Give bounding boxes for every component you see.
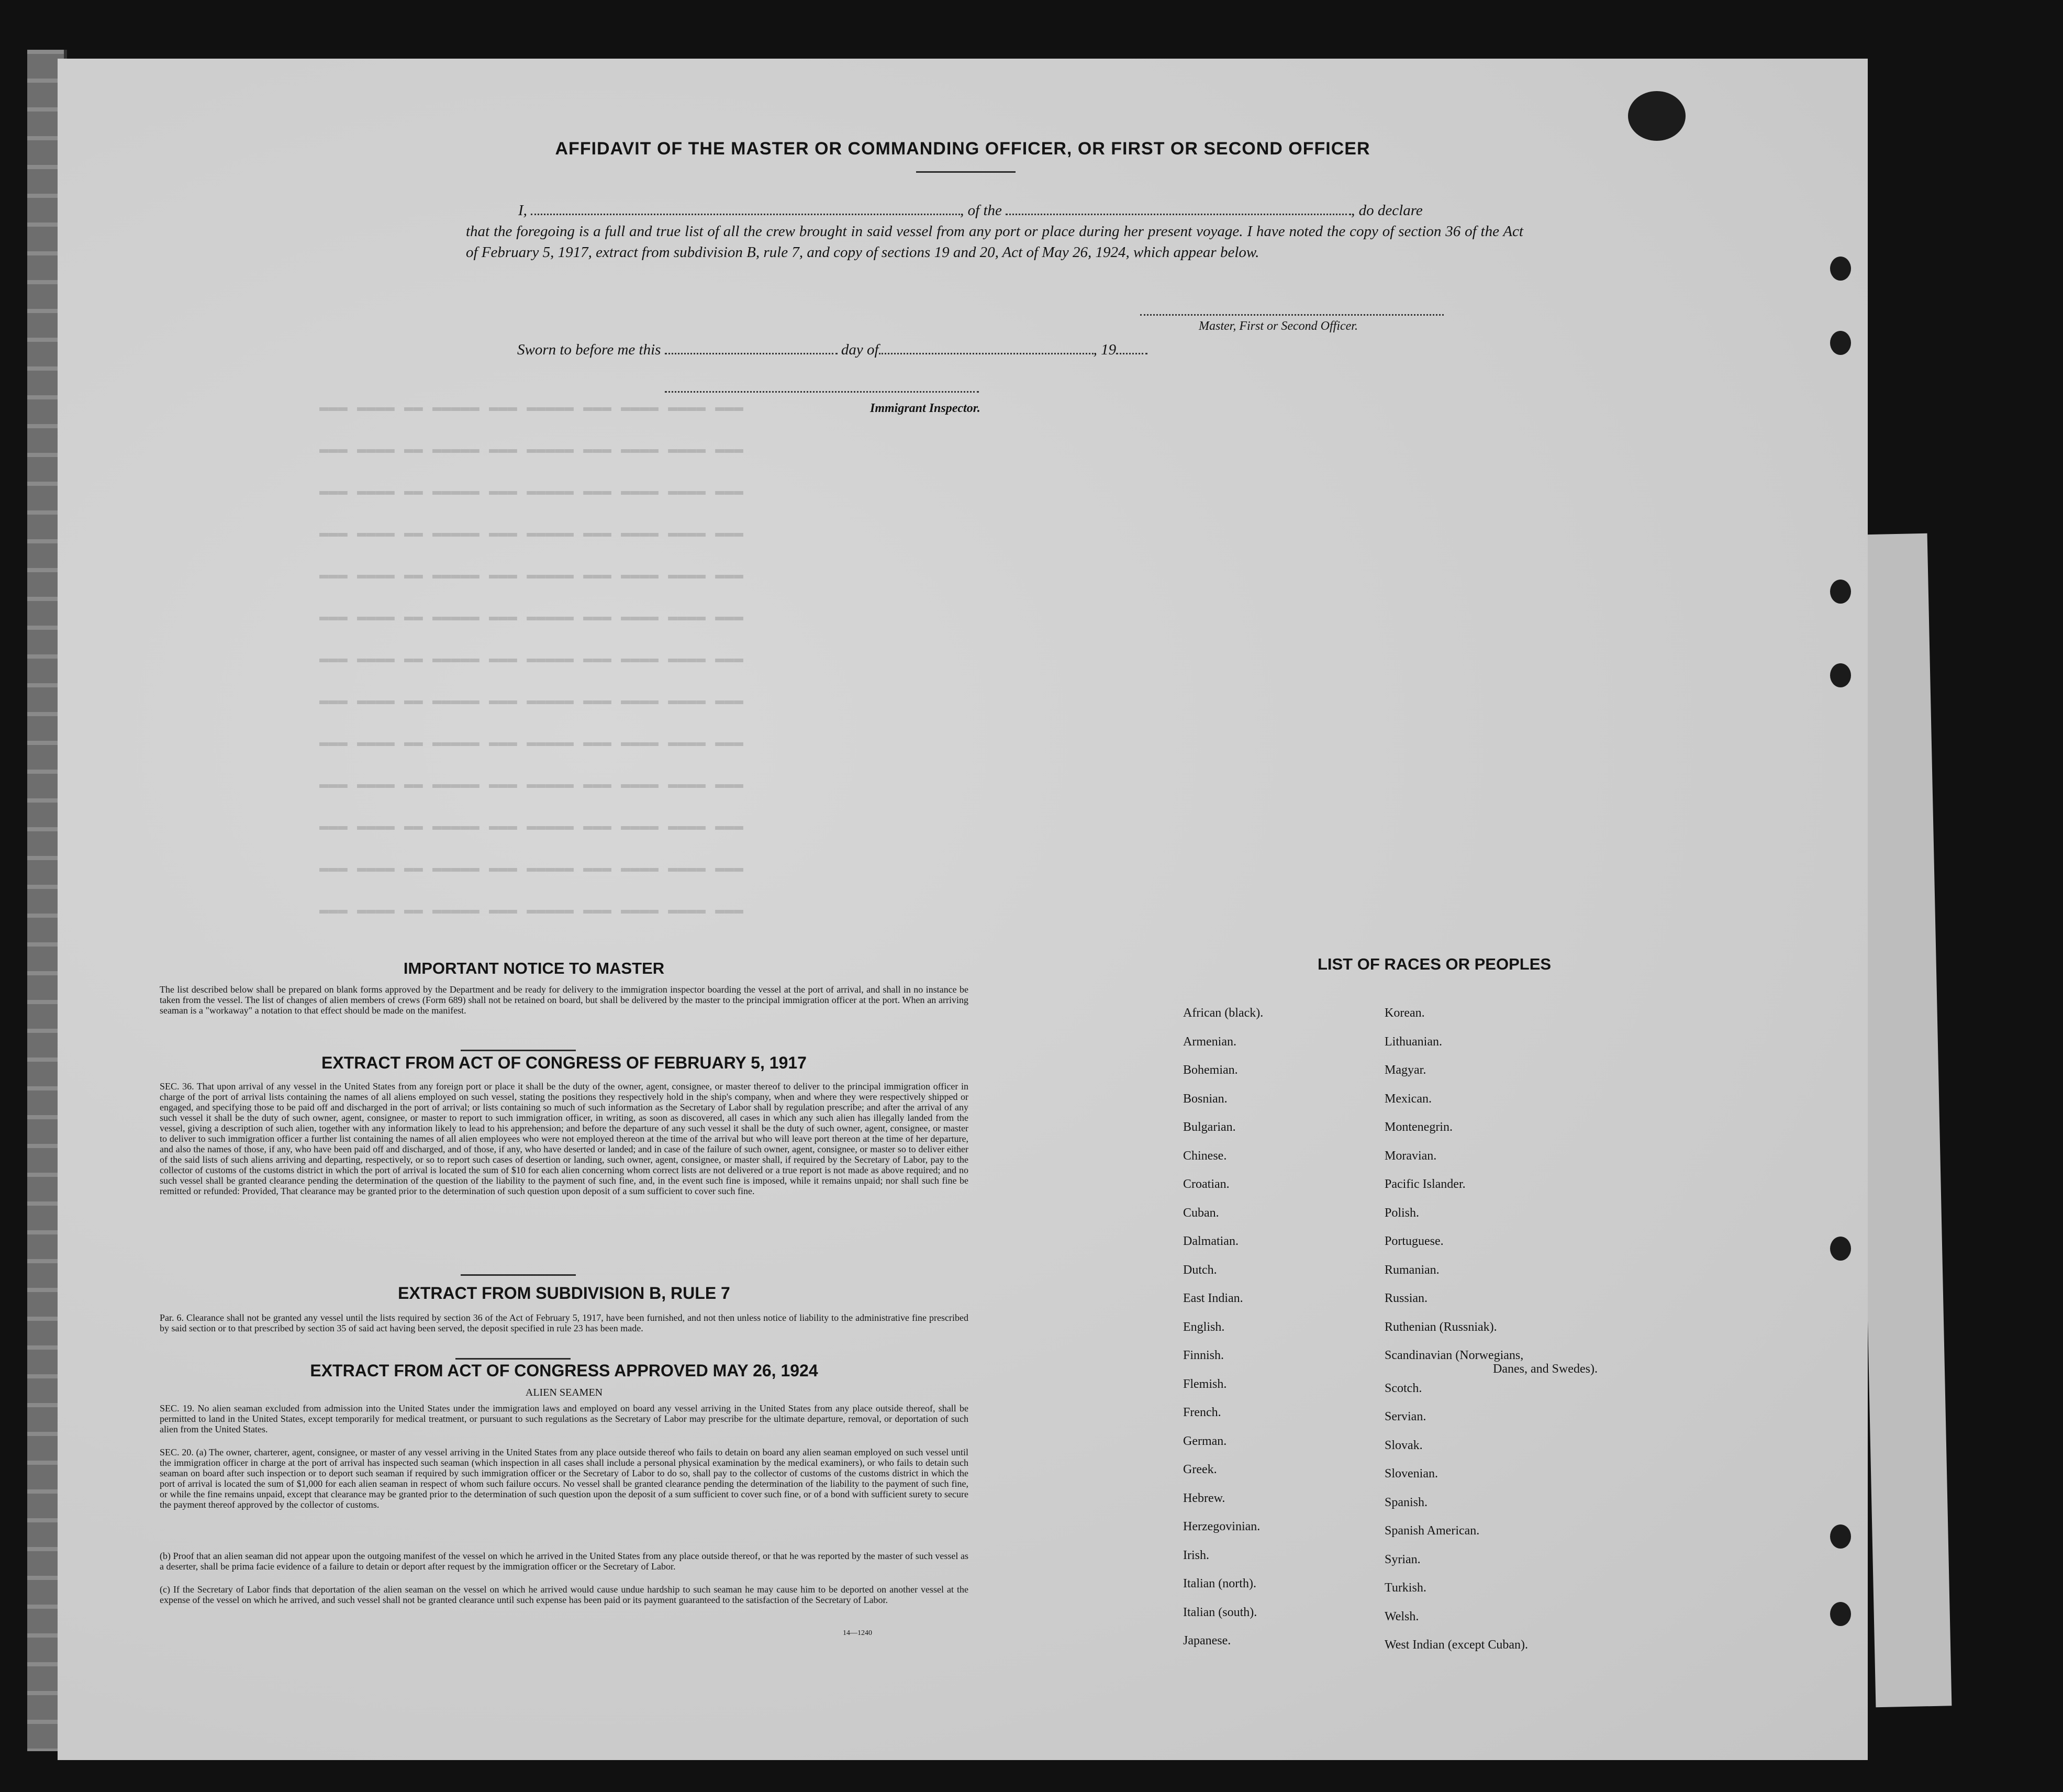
race-item: Magyar.	[1385, 1063, 1426, 1077]
race-item: Portuguese.	[1385, 1234, 1444, 1248]
vessel-name-field[interactable]	[1006, 202, 1351, 215]
divider	[461, 1274, 576, 1276]
sworn-day-field[interactable]	[665, 341, 838, 354]
race-item: Greek.	[1183, 1463, 1217, 1476]
race-item: Chinese.	[1183, 1149, 1227, 1163]
race-item: Irish.	[1183, 1548, 1209, 1562]
sworn-day-label: day of	[841, 341, 879, 358]
sworn-line	[517, 341, 1147, 359]
declarant-name-field[interactable]	[531, 202, 960, 215]
race-item: African (black).	[1183, 1006, 1264, 1020]
race-item: Russian.	[1385, 1292, 1428, 1305]
race-item: East Indian.	[1183, 1292, 1243, 1305]
divider	[916, 171, 1016, 173]
race-item: Scandinavian (Norwegians,	[1385, 1349, 1524, 1362]
race-item: Dutch.	[1183, 1263, 1217, 1277]
inspector-label: Immigrant Inspector.	[870, 402, 980, 415]
race-item: Hebrew.	[1183, 1491, 1225, 1505]
punch-hole-icon	[1830, 580, 1851, 604]
vessel-prefix: , of the	[960, 202, 1002, 219]
race-item: German.	[1183, 1434, 1227, 1448]
race-item: French.	[1183, 1406, 1221, 1419]
manifest-sheet: ▬▬▬ ▬▬▬▬ ▬▬ ▬▬▬▬▬ ▬▬▬ ▬▬▬▬▬ ▬▬▬ ▬▬▬▬ ▬▬▬▬ ▬▬▬ ▬▬▬ ▬▬▬▬ ▬▬ ▬▬▬▬▬ ▬▬▬ ▬▬▬▬▬ ▬▬▬ ▬▬▬▬ ▬▬▬▬ ▬▬▬ ▬▬▬ ▬▬▬▬ ▬▬ ▬▬▬▬▬ ▬▬▬ ▬▬▬▬▬ ▬▬▬ ▬▬▬▬ ▬▬▬▬ ▬▬▬ ▬▬▬ ▬▬▬▬ ▬▬ ▬▬▬▬▬ ▬▬▬ ▬▬▬▬▬ ▬▬▬ ▬▬▬▬ ▬▬▬▬ ▬▬▬ ▬▬▬ ▬▬▬▬ ▬▬ ▬▬▬▬▬ ▬▬▬ ▬▬▬▬▬ ▬▬▬ ▬▬▬▬ ▬▬▬▬ ▬▬▬ ▬▬▬ ▬▬▬▬ ▬▬ ▬▬▬▬▬ ▬▬▬ ▬▬▬▬▬ ▬▬▬ ▬▬▬▬ ▬▬▬▬ ▬▬▬ ▬▬▬ ▬▬▬▬ ▬▬ ▬▬▬▬▬ ▬▬▬ ▬▬▬▬▬ ▬▬▬ ▬▬▬▬ ▬▬▬▬ ▬▬▬ ▬▬▬ ▬▬▬▬ ▬▬ ▬▬▬▬▬ ▬▬▬ ▬▬▬▬▬ ▬▬▬ ▬▬▬▬ ▬▬▬▬ ▬▬▬ ▬▬▬ ▬▬▬▬ ▬▬ ▬▬▬▬▬ ▬▬▬ ▬▬▬▬▬ ▬▬▬ ▬▬▬▬ ▬▬▬▬ ▬▬▬ ▬▬▬ ▬▬▬▬ ▬▬ ▬▬▬▬▬ ▬▬▬ ▬▬▬▬▬ ▬▬▬ ▬▬▬▬ ▬▬▬▬ ▬▬▬ ▬▬▬ ▬▬▬▬ ▬▬ ▬▬▬▬▬ ▬▬▬ ▬▬▬▬▬ ▬▬▬ ▬▬▬▬ ▬▬▬▬ ▬▬▬ ▬▬▬ ▬▬▬▬ ▬▬ ▬▬▬▬▬ ▬▬▬ ▬▬▬▬▬ ▬▬▬ ▬▬▬▬ ▬▬▬▬ ▬▬▬ ▬▬▬ ▬▬▬▬ ▬▬ ▬▬▬▬▬ ▬▬▬ ▬▬▬▬▬ ▬▬▬ ▬▬▬▬ ▬▬▬▬ ▬▬▬ AFFIDAVIT OF THE MASTER OR COMMANDING OFFICER, OR FIRST OR SECOND OFFICER I, , of the , do declare that the foregoing is a full and true list of all the crew brought in said vessel from any port or place during her present voyage. I have noted the copy of section 36 of the Act of February 5, 1917, extract from subdivision B, rule 7, and copy of sections 19 and 20, Act of May 26, 1924, which appear below. Master, First or Second Officer. Sworn to before me this day of , 19 Immigrant Inspector. IMPORTANT NOTICE TO MASTER The list described below shall be prepared on blank forms approved by the Department and be ready for delivery to the immigration inspector boarding the vessel at the port of arrival, and shall in no instance be taken from the vessel. The list of changes of alien members of crews (Form 689) shall not be retained on board, but shall be delivered by the master to the principal immigration officer at the port. When an arriving seaman is a "workaway" a notation to that effect should be made on the manifest. EXTRACT FROM ACT OF CONGRESS OF FEBRUARY 5, 1917 SEC. 36. That upon arrival of any vessel in the United States from any foreign port or place it shall be the duty of the owner, agent, consignee, or master thereof to deliver to the principal immigration officer in charge of the port of arrival lists containing the names of all aliens employed on such vessel, stating the positions they respectively hold in the ship's company, when and where they were respectively shipped or engaged, and specifying those to be paid off and discharged in the port of arrival; or lists containing so much of such information as the Secretary of Labor shall by regulation prescribe; and after the arrival of any such vessel it shall be the duty of such owner, agent, consignee, or master to report to such immigration officer, in writing, as soon as discovered, all cases in which any such alien has illegally landed from the vessel, giving a description of such alien, together with any information likely to lead to his apprehension; and before the departure of any such vessel it shall be the duty of such owner, agent, consignee, or master to deliver to such immigration officer a further list containing the names of all alien employees who were not employed thereon at the time of the arrival but who will leave port thereon at the time of her departure, and also the names of those, if any, who have been paid off and discharged, and of those, if any, who have deserted or landed; and in case of the failure of such owner, agent, consignee, or master so to deliver either of the said lists of such aliens arriving and departing, respectively, or so to report such cases of desertion or landing, such owner, agent, consignee, or master shall, if required by the Secretary of Labor, pay to the collector of customs of the customs district in which the port of arrival is located the sum of $10 for each alien concerning whom correct lists are not delivered or a true report is not made as above required; and no such vessel shall be granted clearance pending the determination of the question of the liability to the payment of such fine, and, in the event such fine is imposed, while it remains unpaid; nor shall such fine be remitted or refunded: Provided, That clearance may be granted prior to the determination of such question upon deposit of a sum sufficient to cover such fine. EXTRACT FROM SUBDIVISION B, RULE 7 Par. 6. Clearance shall not be granted any vessel until the lists required by section 36 of the Act of February 5, 1917, have been furnished, and not then unless notice of liability to the administrative fine prescribed by said section or to that prescribed by section 35 of said act having been served, the deposit specified in rule 23 has been made. EXTRACT FROM ACT OF CONGRESS APPROVED MAY 26, 1924 ALIEN SEAMEN SEC. 19. No alien seaman excluded from admission into the United States under the immigration laws and employed on board any vessel arriving in the United States from any place outside thereof, shall be permitted to land in the United States, except temporarily for medical treatment, or pursuant to such regulations as the Secretary of Labor may prescribe for the ultimate departure, removal, or deportation of such alien from the United States. SEC. 20. (a) The owner, charterer, agent, consignee, or master of any vessel arriving in the United States from any place outside thereof who fails to detain on board any alien seaman employed on such vessel until the immigration officer in charge at the port of arrival has inspected such seaman (which inspection in all cases shall include a personal physical examination by the medical examiners), or who fails to detain such seaman on board after such inspection or to deport such seaman if required by such immigration officer or the Secretary of Labor to do so, shall pay to the collector of customs of the customs district in which the port of arrival is located the sum of $1,000 for each alien seaman in respect of whom such failure occurs. No vessel shall be granted clearance pending the determination of the liability to the payment of such fine, or while the fine remains unpaid, except that clearance may be granted prior to the determination of such question upon the deposit of a sum sufficient to cover such fine, or of a bond with sufficient surety to secure the payment thereof approved by the collector of customs. (b) Proof that an alien seaman did not appear upon the outgoing manifest of the vessel on which he arrived in the United States from any place outside thereof, or that he was reported by the master of such vessel as a deserter, shall be prima facie evidence of a failure to detain or deport after request by the immigration officer or the Secretary of Labor. (c) If the Secretary of Labor finds that deportation of the alien seaman on the vessel on which he arrived would cause undue hardship to such seaman he may cause him to be deported on another vessel at the expense of the vessel on which he arrived, and such vessel shall not be granted clearance until such expense has been paid or its payment guaranteed to the satisfaction of the Secretary of Labor. 14—1240 LIST OF RACES OR PEOPLES African (black). Armenian. Bohemian. Bosnian. Bulgarian. Chinese. Croatian. Cuban. Dalmatian. Dutch. East Indian. English. Finnish. Flemish. French. German. Greek. Hebrew. Herzegovinian. Irish. Italian (north). Italian (south). Japanese. Korean. Lithuanian. Magyar. Mexican. Montenegrin. Moravian. Pacific Islander. Polish. Portuguese. Rumanian. Russian. Ruthenian (Russniak). Scandinavian (Norwegians, Scotch. Servian. Slovak. Slovenian. Spanish. Spanish American. Syrian. Turkish. Welsh. West Indian (except Cuban). Danes, and Swedes).	[58, 59, 1868, 1760]
master-label: Master, First or Second Officer.	[1199, 319, 1358, 333]
race-item: Welsh.	[1385, 1609, 1419, 1623]
race-item: Spanish American.	[1385, 1524, 1480, 1538]
punch-hole-icon	[1830, 1524, 1851, 1549]
race-item: Slovenian.	[1385, 1467, 1438, 1481]
sec20c-text: (c) If the Secretary of Labor finds that deportation of the alien seaman on the vessel on which he arrived would cause undue hardship to such seaman he may cause him to be deported on another vessel at the expense of the vessel on which he arrived, and such vessel shall not be granted clearance until such expense has been paid or its payment guaranteed to the satisfaction of the Secretary of Labor.	[160, 1584, 968, 1605]
sworn-year-field[interactable]	[1116, 341, 1147, 354]
punch-hole-icon	[1830, 663, 1851, 687]
race-item: Italian (south).	[1183, 1605, 1257, 1619]
divider	[455, 1358, 571, 1360]
form-number: 14—1240	[843, 1629, 872, 1637]
race-item: Italian (north).	[1183, 1577, 1256, 1590]
race-item: Turkish.	[1385, 1581, 1426, 1595]
race-item: Korean.	[1385, 1006, 1425, 1020]
race-item: Rumanian.	[1385, 1263, 1440, 1277]
notice-text: The list described below shall be prepared on blank forms approved by the Department and be ready for delivery to the immigration inspector boarding the vessel at the port of arrival, and shall in no instance be taken from the vessel. The list of changes of alien members of crews (Form 689) shall not be retained on board, but shall be delivered by the master to the principal immigration officer at the port. When an arriving seaman is a "workaway" a notation to that effect should be made on the manifest.	[160, 984, 968, 1016]
sec20b-text: (b) Proof that an alien seaman did not appear upon the outgoing manifest of the vessel on which he arrived in the United States from any place outside thereof, or that he was reported by the master of such vessel as a deserter, shall be prima facie evidence of a failure to detain or deport after request by the immigration officer or the Secretary of Labor.	[160, 1551, 968, 1572]
race-item: Bohemian.	[1183, 1063, 1238, 1077]
races-title: LIST OF RACES OR PEOPLES	[1317, 955, 1552, 973]
race-item: Lithuanian.	[1385, 1034, 1442, 1049]
declare-text: , do declare	[1351, 202, 1423, 219]
race-item: West Indian (except Cuban).	[1385, 1638, 1528, 1652]
alien-seamen-subtitle: ALIEN SEAMEN	[525, 1387, 603, 1398]
race-item: Herzegovinian.	[1183, 1520, 1261, 1533]
race-item: English.	[1183, 1320, 1225, 1334]
race-item: Bosnian.	[1183, 1092, 1228, 1106]
affidavit-line-1	[466, 200, 1523, 221]
notice-title: IMPORTANT NOTICE TO MASTER	[403, 959, 665, 977]
race-item: Flemish.	[1183, 1377, 1227, 1391]
inspector-signature-field[interactable]	[665, 391, 979, 393]
master-signature-field[interactable]	[1140, 314, 1444, 316]
torn-hole-icon	[1628, 91, 1686, 141]
extract-1924-title: EXTRACT FROM ACT OF CONGRESS APPROVED MAY 26, 1924	[310, 1361, 818, 1380]
race-item: Ruthenian (Russniak).	[1385, 1320, 1497, 1334]
race-item: Servian.	[1385, 1410, 1426, 1423]
affidavit-body	[466, 200, 1523, 263]
race-item: Japanese.	[1183, 1634, 1231, 1648]
sworn-prefix: Sworn to before me this	[517, 341, 661, 358]
extract-1917-text: SEC. 36. That upon arrival of any vessel in the United States from any foreign port or place it shall be the duty of the owner, agent, consignee, or master thereof to deliver to the principal immigration officer in charge of the port of arrival lists containing the names of all aliens employed on such vessel, stating the positions they respectively hold in the ship's company, when and where they were respectively shipped or engaged, and specifying those to be paid off and discharged in the port of arrival; or lists containing so much of such information as the Secretary of Labor shall by regulation prescribe; and after the arrival of any such vessel it shall be the duty of such owner, agent, consignee, or master to report to such immigration officer, in writing, as soon as discovered, all cases in which any such alien has illegally landed from the vessel, giving a description of such alien, together with any information likely to lead to his apprehension; and before the departure of any such vessel it shall be the duty of such owner, agent, consignee, or master to deliver to such immigration officer a further list containing the names of all alien employees who were not employed thereon at the time of the arrival but who will leave port thereon at the time of her departure, and also the names of those, if any, who have been paid off and discharged, and of those, if any, who have deserted or landed; and in case of the failure of such owner, agent, consignee, or master so to deliver either of the said lists of such aliens arriving and departing, respectively, or so to report such cases of desertion or landing, such owner, agent, consignee, or master shall, if required by the Secretary of Labor, pay to the collector of customs of the customs district in which the port of arrival is located the sum of $10 for each alien concerning whom correct lists are not delivered or a true report is not made as above required; and no such vessel shall be granted clearance pending the determination of the question of the liability to the payment of such fine, and, in the event such fine is imposed, while it remains unpaid; nor shall such fine be remitted or refunded: Provided, That clearance may be granted prior to the determination of such question upon deposit of a sum sufficient to cover such fine.	[160, 1081, 968, 1196]
race-item: Syrian.	[1385, 1552, 1421, 1566]
declarant-prefix: I,	[518, 202, 527, 219]
race-item: Finnish.	[1183, 1349, 1224, 1362]
race-item: Bulgarian.	[1183, 1120, 1236, 1134]
race-item: Polish.	[1385, 1206, 1420, 1220]
race-item: Armenian.	[1183, 1034, 1236, 1049]
race-item-scandinavian-line2: Danes, and Swedes).	[1493, 1362, 1598, 1376]
race-item: Mexican.	[1385, 1092, 1432, 1106]
race-item: Slovak.	[1385, 1438, 1423, 1452]
punch-hole-icon	[1830, 257, 1851, 281]
sworn-month-field[interactable]	[879, 341, 1094, 354]
divider	[461, 1050, 576, 1051]
extract-rule7-text: Par. 6. Clearance shall not be granted any vessel until the lists required by section 36 of the Act of February 5, 1917, have been furnished, and not then unless notice of liability to the administrative fine prescribed by said section or to that prescribed by section 35 of said act having been served, the deposit specified in rule 23 has been made.	[160, 1312, 968, 1333]
race-item: Spanish.	[1385, 1495, 1428, 1509]
sec19-text: SEC. 19. No alien seaman excluded from admission into the United States under the immigration laws and employed on board any vessel arriving in the United States from any place outside thereof, shall be permitted to land in the United States, except temporarily for medical treatment, or pursuant to such regulations as the Secretary of Labor may prescribe for the ultimate departure, removal, or deportation of such alien from the United States.	[160, 1403, 968, 1434]
race-item: Scotch.	[1385, 1381, 1422, 1395]
race-item: Montenegrin.	[1385, 1120, 1453, 1134]
affidavit-text: that the foregoing is a full and true list of all the crew brought in said vessel from any port or place during her present voyage. I have noted the copy of section 36 of the Act of February 5, 1917, extract from subdivision B, rule 7, and copy of sections 19 and 20, Act of May 26, 1924, which appear below.	[466, 223, 1523, 261]
punch-hole-icon	[1830, 1237, 1851, 1261]
race-item: Croatian.	[1183, 1177, 1230, 1191]
sworn-year-label: , 19	[1093, 341, 1117, 358]
race-item: Cuban.	[1183, 1206, 1219, 1220]
punch-hole-icon	[1830, 331, 1851, 355]
race-item: Pacific Islander.	[1385, 1177, 1466, 1191]
extract-1917-title: EXTRACT FROM ACT OF CONGRESS OF FEBRUARY 5, 1917	[321, 1053, 807, 1072]
affidavit-title: AFFIDAVIT OF THE MASTER OR COMMANDING OFFICER, OR FIRST OR SECOND OFFICER	[555, 139, 1370, 159]
race-item: Moravian.	[1385, 1149, 1437, 1163]
race-item: Dalmatian.	[1183, 1234, 1239, 1248]
sec20a-text: SEC. 20. (a) The owner, charterer, agent, consignee, or master of any vessel arriving in the United States from any place outside thereof who fails to detain on board any alien seaman employed on such vessel until the immigration officer in charge at the port of arrival has inspected such seaman (which inspection in all cases shall include a personal physical examination by the medical examiners), or who fails to detain such seaman on board after such inspection or to deport such seaman if required by such immigration officer or the Secretary of Labor to do so, shall pay to the collector of customs of the customs district in which the port of arrival is located the sum of $1,000 for each alien seaman in respect of whom such failure occurs. No vessel shall be granted clearance pending the determination of the liability to the payment of such fine, or while the fine remains unpaid, except that clearance may be granted prior to the determination of such question upon the deposit of a sum sufficient to cover such fine, or of a bond with sufficient surety to secure the payment thereof approved by the collector of customs.	[160, 1447, 968, 1510]
punch-hole-icon	[1830, 1602, 1851, 1626]
extract-rule7-title: EXTRACT FROM SUBDIVISION B, RULE 7	[398, 1284, 730, 1303]
